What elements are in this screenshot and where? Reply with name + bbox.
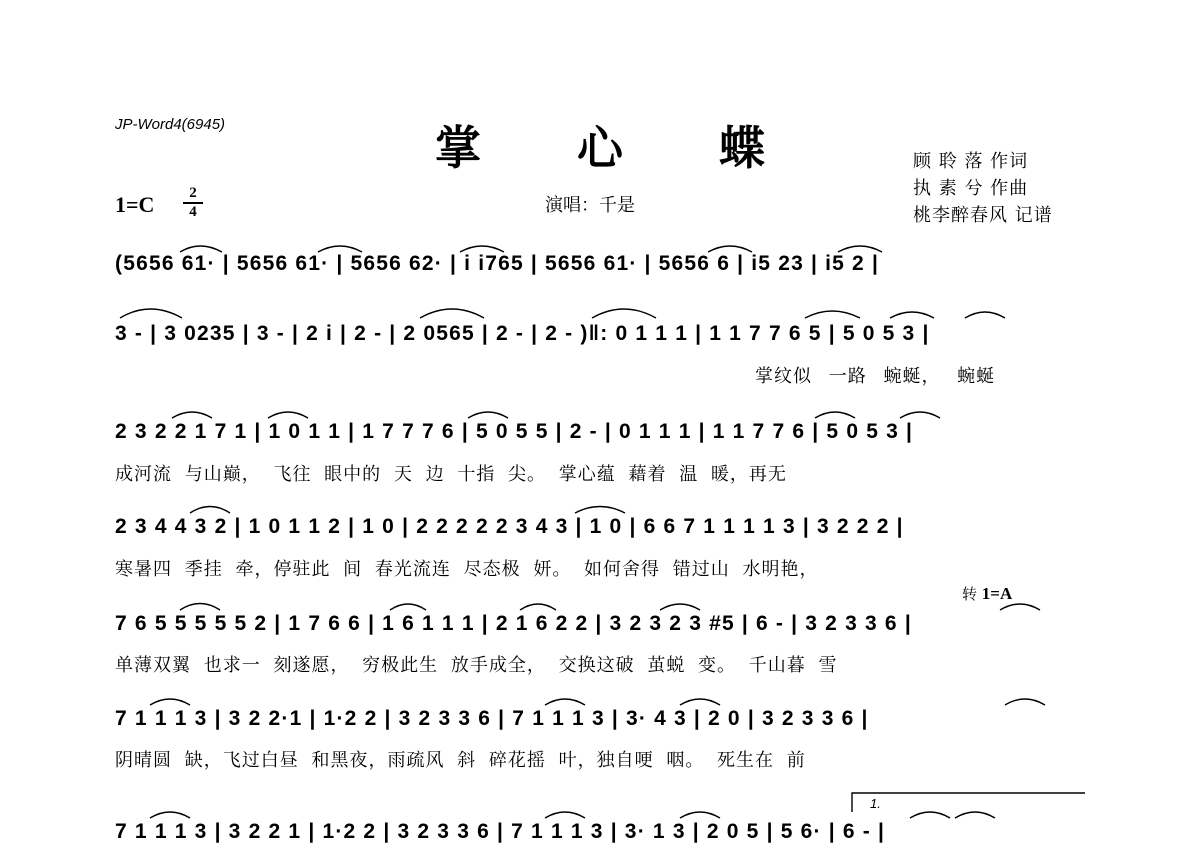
lyrics-line-4: 寒暑四 季挂 牵，停驻此 间 春光流连 尽态极 妍。 如何舍得 错过山 水明艳， [115, 559, 819, 580]
song-title: 掌 心 蝶 [434, 121, 806, 175]
transcriber-credit: 桃李醉春风 记谱 [913, 205, 1053, 226]
slur [420, 309, 484, 318]
slur [180, 246, 222, 252]
slur [900, 412, 940, 418]
slur [965, 312, 1005, 318]
slur [592, 309, 656, 318]
notation-line-5: 7 6 5 5 5 5 5 2 | 1 7 6 6 | 1 6 1 1 1 | 2 1 6 2 2 | 3 2 3 2 3 #5 | 6 - | 3 2 3 3 6 | [115, 612, 912, 635]
slur [190, 507, 230, 514]
software-label: JP-Word4(6945) [115, 116, 226, 133]
notation-line-4: 2 3 4 4 3 2 | 1 0 1 1 2 | 1 0 | 2 2 2 2 2 3 4 3 | 1 0 | 6 6 7 1 1 1 1 3 | 3 2 2 2 | [115, 515, 904, 538]
slur [120, 309, 182, 318]
slur [1005, 699, 1045, 705]
slur [390, 604, 426, 610]
notation-line-3: 2 3 2 2 1 7 1 | 1 0 1 1 | 1 7 7 7 6 | 5 0 5 5 | 2 - | 0 1 1 1 | 1 1 7 7 6 | 5 0 5 3 | [115, 420, 914, 443]
notation-line-2: 3 - | 3 0235 | 3 - | 2 i | 2 - | 2 0565 | 2 - | 2 - )‖: 0 1 1 1 | 1 1 7 7 6 5 | 5 0 5 3 | [115, 322, 930, 345]
slur [575, 507, 625, 514]
modulation-key: 1=A [981, 584, 1013, 603]
modulation-prefix: 转 [962, 585, 978, 603]
slur [268, 412, 308, 418]
slur [708, 246, 752, 252]
volta-bracket [852, 793, 1085, 812]
slur [838, 246, 882, 252]
slur [680, 812, 720, 818]
lyricist-credit: 顾 聆 落 作词 [913, 151, 1029, 172]
key-signature: 1=C [115, 192, 155, 217]
lyrics-line-2: 掌纹似 一路 蜿蜒， 蜿蜒 [755, 366, 996, 387]
time-signature-top: 2 [189, 185, 197, 201]
slur [890, 312, 934, 318]
slur [660, 604, 700, 610]
slur [150, 812, 190, 818]
slur [1000, 604, 1040, 610]
notation-line-1: (5656 61· | 5656 61· | 5656 62· | i i765 | 5656 61· | 5656 6 | i5 23 | i5 2 | [115, 252, 880, 275]
slur [520, 604, 556, 610]
slur [150, 699, 190, 705]
slur [460, 246, 504, 252]
slur [545, 812, 585, 818]
slur [680, 699, 720, 705]
composer-credit: 执 素 兮 作曲 [913, 178, 1029, 199]
lyrics-line-3: 成河流 与山巅， 飞往 眼中的 天 边 十指 尖。 掌心蕴 藉着 温 暖，再无 [115, 464, 787, 485]
notation-line-6: 7 1 1 1 3 | 3 2 2·1 | 1·2 2 | 3 2 3 3 6 | 7 1 1 1 3 | 3· 4 3 | 2 0 | 3 2 3 3 6 | [115, 707, 869, 730]
singer-credit: 演唱：千是 [545, 195, 635, 216]
slur [910, 812, 950, 818]
notation-line-7: 7 1 1 1 3 | 3 2 2 1 | 1·2 2 | 3 2 3 3 6 | 7 1 1 1 3 | 3· 1 3 | 2 0 5 | 5 6· | 6 - | [115, 820, 886, 843]
slur [815, 412, 855, 418]
slur [545, 699, 585, 705]
slur [805, 311, 860, 318]
slur [180, 604, 220, 611]
slur [468, 412, 508, 418]
lyrics-line-6: 阴晴圆 缺，飞过白昼 和黑夜，雨疏风 斜 碎花摇 叶，独自哽 咽。 死生在 前 [115, 750, 806, 771]
slur [955, 812, 995, 818]
volta-number: 1. [870, 796, 881, 811]
slur [318, 246, 362, 252]
lyrics-line-5: 单薄双翼 也求一 刻遂愿， 穷极此生 放手成全， 交换这破 茧蜕 变。 千山暮 雪 [115, 655, 838, 676]
slur [172, 412, 212, 418]
time-signature-bottom: 4 [189, 204, 197, 220]
